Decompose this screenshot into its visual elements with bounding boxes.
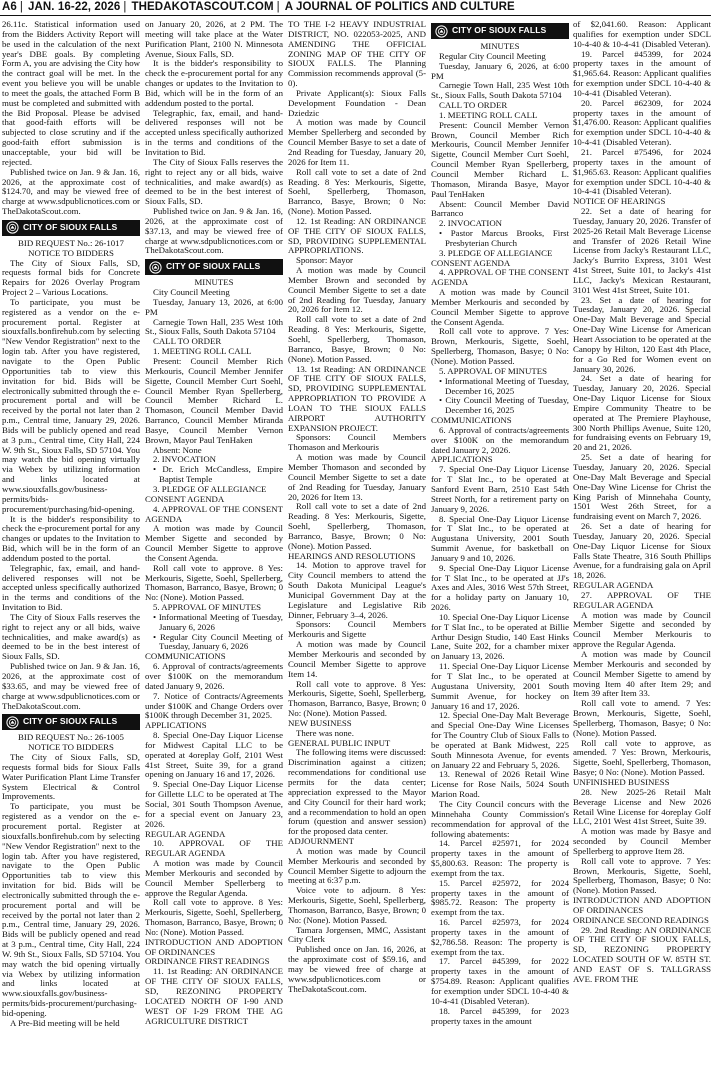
notice-paragraph: Sponsors: Council Members Thomason and Merkouris [288,432,426,453]
notice-paragraph: • City Council Meeting of Tuesday, December 16, 2025 [439,395,569,416]
notice-paragraph: Tuesday, January 6, 2026, at 6:00 PM [431,60,569,81]
notice-paragraph: GENERAL PUBLIC INPUT [288,737,391,748]
notice-paragraph: Published once on Jan. 16, 2026, at the approximate cost of $59.16, and may be viewed free of charge at www.sdpublicnotices.com or TheDakotaScout.com. [288,944,426,994]
notice-paragraph: 16. Parcel #25973, for 2024 property taxes in the amount of $2,786.58. Reason: The property is exempt from the tax. [431,917,569,957]
notice-paragraph: 21. Parcel #75496, for 2024 property taxes in the amount of $1,965.63. Reason: Applicant qualifies for exemption under SDCL 10-4-40 & 10-4-41 (Disabled Veteran). [573,146,711,197]
notice-paragraph: 5. APPROVAL OF MINUTES [439,365,548,376]
notice-paragraph: Regular City Council Meeting [439,50,546,61]
notice-paragraph: 26. Set a date of hearing for Tuesday, January 20, 2026. Special One-Day Liquor License for Sioux Falls State Theatre, 316 South Phillips Avenue, for a fundraising gala on April 18, 2026. [573,521,711,581]
notice-paragraph: 2. INVOCATION [439,218,503,229]
notice-paragraph: The City of Sioux Falls reserves the right to reject any or all bids, waive technicalities, and make award(s) as deemed to be in the best interest of Sioux Falls, SD. [145,156,283,207]
notice-paragraph: CONSENT AGENDA [145,493,225,504]
notice-paragraph: TO THE I-2 HEAVY INDUSTRIAL DISTRICT, NO. 022053-2025, AND AMENDING THE OFFICIAL ZONING MAP OF THE CITY OF SIOUX FALLS. The Planning Commission recommends approval (5-0). [288,20,426,89]
notice-paragraph: Published twice on Jan. 9 & Jan. 16, 2026, at the approximate cost of $124.70, and may be viewed free of charge at www.sdpublicnotices.com or TheDakotaScout.com. [2,166,140,217]
notice-paragraph: 14. Parcel #25971, for 2024 property taxes in the amount of $5,800.63. Reason: The property is exempt from the tax. [431,838,569,878]
notice-paragraph: 7. Special One-Day Liquor License for T Slat Inc., to be operated at Sanford Event Barn, 2510 East 54th Street North, for a retirement party on January 9, 2026. [431,464,569,514]
notice-paragraph: Roll call vote to set a date of 2nd Reading. 8 Yes: Merkouris, Sigette, Soehl, Spellerberg, Thomason, Barranco, Basye, Brown; 0 No: (None). Motion Passed. [288,501,426,551]
notice-paragraph: CONSENT AGENDA [431,257,511,268]
notice-paragraph: INTRODUCTION AND ADOPTION OF ORDINANCES [573,895,711,915]
section-banner [145,259,283,275]
notice-paragraph: Sponsor: Mayor [296,255,353,266]
notice-paragraph: 4. APPROVAL OF THE CONSENT AGENDA [431,267,569,288]
notice-paragraph: REGULAR AGENDA [573,580,654,591]
notice-paragraph: The City of Sioux Falls reserves the right to reject any or all bids, waive technicalities, and make award(s) as deemed to be in the best interest of Sioux Falls, SD. [2,611,140,662]
notice-paragraph: Absent: Council Member David Barranco [431,198,569,219]
notice-paragraph: A motion was made by Council Member Merkouris and seconded by Council Member Sigette to approve the Consent Agenda. [431,287,569,327]
notice-paragraph: Tuesday, January 13, 2026, at 6:00 PM [145,296,283,317]
notice-paragraph: CALL TO ORDER [153,336,222,347]
notice-paragraph: A motion was made by Council Member Sigette and seconded by Council Member Sigette to approve the Consent Agenda. [145,523,283,563]
notice-paragraph: NOTICE TO BIDDERS [28,742,114,753]
notice-paragraph: Roll call vote to amend. 7 Yes: Brown, Merkouris, Sigette, Soehl, Spellerberg, Thomason, Basye; 0 No: (None). Motion Passed. [573,698,711,738]
notice-paragraph: There was none. [296,727,354,738]
column-1 [2,20,140,1078]
notice-paragraph: The following items were discussed: Discrimination against a citizen; recommendations for conditional use permits for the data center; appreciation expressed to the Mayor and City Council for their hard work; and a recommendation to hold an open forum (question and answer session) for the proposed data center. [288,747,426,837]
page-number: A6 [2,1,17,13]
city-seal-icon [435,25,448,38]
notice-paragraph: Present: Council Member Vernon Brown, Council Member Rich Merkouris, Council Member Jennifer Sigette, Council Member Curt Soehl, Council Member Ryan Spellerberg, Council Member Richard L. Thomason, Miranda Basye, Mayor Paul TenHaken [431,119,569,199]
notice-paragraph: 10. Special One-Day Liquor License for T Slat Inc., to be operated at Billie Arthur Design Studio, 140 East Hinks Lane, Suite 202, for a chamber mixer on January 13, 2026. [431,611,569,662]
column-5 [573,20,711,1078]
notice-paragraph: ORDINANCE FIRST READINGS [145,956,270,967]
notice-paragraph: A motion was made by Basye and seconded by Council Member Spellerberg to approve Item 28. [573,826,711,856]
notice-paragraph: A Pre-Bid meeting will be held [10,1017,120,1028]
notice-paragraph: It is the bidder's responsibility to check the e-procurement portal for any changes or updates to the Invitation to Bid, which will be in the form of an addendum posted to the portal. [145,58,283,108]
notice-paragraph: BID REQUEST No.: 26-1005 [18,732,124,743]
notice-paragraph: 22. Set a date of hearing for Tuesday, January 20, 2026. Transfer of 2025-26 Retail Malt Beverage License and Transfer of 2026 Retail Wine License from Jacky's Restaurant LLC, Jacky's Burrito Express, 3101 West 41st Street, Suite 101, to Jacky's 41st LLC, Jacky's Mexican Restaurant, 3101 West 41st Street, Suite 101. [573,206,711,295]
notice-paragraph: NEW BUSINESS [288,717,352,728]
column-2 [145,20,283,1078]
notice-paragraph: 5. APPROVAL OF MINUTES [153,602,262,613]
city-seal-icon [6,716,19,729]
notice-paragraph: • Informational Meeting of Tuesday, January 6, 2026 [153,611,283,632]
notice-paragraph: HEARINGS AND RESOLUTIONS [288,550,416,561]
banner-title: CITY OF SIOUX FALLS [166,261,261,272]
notice-paragraph: 6. Approval of contracts/agreements over $100K on the memorandum dated January 9, 2026. [145,661,283,691]
notice-paragraph: CALL TO ORDER [439,100,508,111]
column-container [2,20,709,1078]
notice-paragraph: To participate, you must be registered as a vendor on the e-procurement portal. Register at siouxfalls.bonfirehub.com by selecting "New Vendor Registration" next to the login tab. After you have registered, navigate to the Open Public Opportunities tab to view this invitation for bid. Bids will be electronically submitted through the e-procurement portal and will be received by the portal not later than 2 p.m., Central time, January 29, 2026. Bids will be publicly opened and read at 3 p.m., Central time, City Hall, 224 W. 9th St., Sioux Falls, SD 57104. You may watch the bid opening virtually via Webex by utilizing information and links located at www.siouxfalls.gov/business-permits/bids-procurement/purchasing/bid-opening. [2,296,140,514]
notice-paragraph: 29. 2nd Reading: AN ORDINANCE OF THE CITY OF SIOUX FALLS, SD, REZONING PROPERTY LOCATED SOUTH OF W. 85TH ST. AND EAST OF S. TALLGRASS AVE. FROM THE [573,924,711,984]
notice-paragraph: A motion was made by Council Member Merkouris and seconded by Council Member Sigette to approve Item 14. [288,639,426,679]
notice-paragraph: 15. Parcel #25972, for 2024 property taxes in the amount of $985.72. Reason: The property is exempt from the tax. [431,877,569,918]
notice-paragraph: A motion was made by Council Member Spellerberg and seconded by Council Member Basye to set a date of 2nd Reading for Tuesday, January 20, 2026 for Item 11. [288,117,426,167]
notice-paragraph: 3. PLEDGE OF ALLEGIANCE [153,483,267,494]
notice-paragraph: ADJOURNMENT [288,836,354,847]
notice-paragraph: 11. Special One-Day Liquor License for T Slat Inc., to be operated at Augustana University, 2001 South Summit Avenue, for hockey on January 16 and 17, 2026. [431,661,569,711]
notice-paragraph: UNFINISHED BUSINESS [573,776,670,787]
notice-paragraph: of $2,041.60. Reason: Applicant qualifies for exemption under SDCL 10-4-40 & 10-4-41 (Disabled Veteran). [573,20,711,49]
notice-paragraph: Roll call vote to approve, as amended. 7 Yes: Brown, Merkouris, Sigette, Soehl, Spellerberg, Thomason, Basye; 0 No: (None). Motion Passed. [573,737,711,778]
notice-paragraph: 17. Parcel #45399, for 2022 property taxes in the amount of $754.89. Reason: Applicant qualifies for exemption under SDCL 10-4-40 & 10-4-41 (Disabled Veteran). [431,956,569,1006]
notice-paragraph: Telegraphic, fax, email, and hand-delivered responses will not be accepted unless specifically authorized in the terms and conditions of the Invitation to Bid. [2,562,140,613]
notice-paragraph: A motion was made by Council Member Sigette and seconded by Council Member Merkouris to approve the Regular Agenda. [573,609,711,650]
notice-paragraph: 2. INVOCATION [153,454,217,465]
section-banner [2,714,140,730]
notice-paragraph: Private Applicant(s): Sioux Falls Development Foundation - Dean Dziedzic [288,87,426,118]
notice-paragraph: 4. APPROVAL OF THE CONSENT AGENDA [145,503,283,524]
notice-paragraph: A motion was made by Council Member Merkouris and seconded by Council Member Sigette to adjourn the meeting at 6:37 p.m. [288,845,426,886]
notice-paragraph: Roll call vote to approve. 7 Yes: Brown, Merkouris, Sigette, Soehl, Spellerberg, Thomason, Basye; 0 No: (None). Motion Passed. [431,326,569,366]
notice-paragraph: 26.11c. Statistical information used from the Bidders Activity Report will be used in the calculation of the next year's DBE goals. By completing Form A, you are advising the City how the contract goal will be met. In the event you believe you will be unable to meet the goals, the attached Form B must be completed and submitted with the Bid Proposal. Please be advised that good-faith efforts will be subjected to close scrutiny and if the good-faith effort submission is unacceptable, your bid will be rejected. [2,20,140,167]
notice-paragraph: 1. MEETING ROLL CALL [439,109,538,120]
notice-paragraph: Telegraphic, fax, email, and hand-delivered responses will not be accepted unless specifically authorized in the terms and conditions of the Invitation to Bid. [145,107,283,157]
notice-paragraph: Roll call vote to set a date of 2nd Reading. 8 Yes: Merkouris, Sigette, Soehl, Spellerberg, Thomason, Barranco, Basye, Brown; 0 No: (None). Motion Passed. [288,166,426,217]
notice-paragraph: A motion was made by Council Member Merkouris and seconded by Council Member Sigette to amend by moving Item 40 after Item 29; and Item 39 after Item 33. [573,649,711,699]
notice-paragraph: Absent: None [153,444,202,455]
notice-paragraph: 18. Parcel #45399, for 2023 property taxes in the amount [431,1005,569,1026]
notice-paragraph: Sponsors: Council Members Merkouris and Sigette [288,619,426,640]
notice-paragraph: 1. MEETING ROLL CALL [153,346,252,357]
notice-paragraph: A motion was made by Council Member Thomason and seconded by Council Member Sigette to set a date of 2nd Reading for Tuesday, January 20, 2026 for Item 13. [288,452,426,502]
notice-paragraph: It is the bidder's responsibility to check the e-procurement portal for any changes or updates to the Invitation to Bid, which will be in the form of an addendum posted to the portal. [2,513,140,563]
column-3 [288,20,426,1078]
notice-paragraph: COMMUNICATIONS [431,415,512,426]
notice-paragraph: Published twice on Jan. 9 & Jan. 16, 2026, at the approximate cost of $33.65, and may be viewed free of charge at www.sdpublicnotices.com or TheDakotaScout.com. [2,661,140,711]
notice-paragraph: 10. APPROVAL OF THE REGULAR AGENDA [145,838,283,859]
notice-paragraph: 6. Approval of contracts/agreements over $100K on the memorandum dated January 2, 2026. [431,424,569,455]
notice-paragraph: Present: Council Member Rich Merkouris, Council Member Jennifer Sigette, Council Member Curt Soehl, Council Member Ryan Spellerberg, Council Member Richard L. Thomason, Council Member David Barranco, Council Member Miranda Basye, Council Member Vernon Brown, Mayor Paul TenHaken [145,356,283,445]
page-header: A6 | JAN. 16-22, 2026 | THEDAKOTASCOUT.COM | A JOURNAL OF POLITICS AND CULTURE [0,0,711,16]
notice-paragraph: REGULAR AGENDA [145,828,226,839]
issue-date: JAN. 16-22, 2026 [28,1,121,13]
notice-paragraph: 14. Motion to approve travel for City Council members to attend the South Dakota Municipal League's Municipal Government Day at the Legislature and Legislative Rib Dinner, February 3–4, 2026. [288,560,426,620]
notice-paragraph: • Pastor Marcus Brooks, First Presbyterian Church [439,228,569,248]
notice-paragraph: 9. Special One-Day Liquor License for T Slat Inc., to be operated at JJ's Axes and Ales, 3016 West 57th Street, for a holiday party on January 10, 2026. [431,562,569,613]
notice-paragraph: Roll call vote to approve. 8 Yes: Merkouris, Sigette, Soehl, Spellerberg, Thomason, Barranco, Basye, Brown; 0 No: (None). Motion Passed. [145,897,283,937]
notice-paragraph: INTRODUCTION AND ADOPTION OF ORDINANCES [145,936,283,957]
notice-paragraph: • Informational Meeting of Tuesday, December 16, 2025 [439,375,569,396]
section-banner [431,23,569,39]
notice-paragraph: ORDINANCE SECOND READINGS [573,914,709,925]
notice-paragraph: Carnegie Town Hall, 235 West 10th St., Sioux Falls, South Dakota 57104 [145,316,283,337]
notice-paragraph: The City Council concurs with the Minnehaha County Commission's recommendation for approval of the following abatements: [431,798,569,839]
city-seal-icon [149,261,162,274]
notice-paragraph: 24. Set a date of hearing for Tuesday, January 20, 2026. Special One-Day Liquor License for Sioux Empire Community Theatre to be operated at The Premiere Playhouse, 300 North Phillips Avenue, Suite 120, for fundraising events on February 19, 20 and 21, 2026. [573,373,711,453]
notice-paragraph: MINUTES [194,277,234,288]
notice-paragraph: on January 20, 2026, at 2 PM. The meeting will take place at the Water Purification Plant, 2100 N. Minnesota Avenue, Sioux Falls, SD. [145,20,283,59]
notice-paragraph: 19. Parcel #45399, for 2024 property taxes in the amount of $1,965.64. Reason: Applicant qualifies for exemption under SDCL 10-4-40 & 10-4-41 (Disabled Veteran). [573,48,711,98]
section-banner [2,220,140,236]
notice-paragraph: Tamara Jorgensen, MMC, Assistant City Clerk [288,924,426,945]
notice-paragraph: Roll call vote to approve. 7 Yes: Brown, Merkouris, Sigette, Soehl, Spellerberg, Thomason, Basye; 0 No: (None). Motion Passed. [573,855,711,896]
banner-title: CITY OF SIOUX FALLS [23,716,118,727]
notice-paragraph: 12. Special One-Day Malt Beverage and Special One-Day Wine Licenses for The Country Club of Sioux Falls to be operated at Bank Midwest, 225 South Minnesota Avenue, for events on January 22 and February 5, 2026. [431,710,569,770]
notice-paragraph: 7. Notice of Contracts/Agreements under $100K and Change Orders over $100K through December 31, 2025. [145,690,283,721]
notice-paragraph: APPLICATIONS [431,454,493,465]
notice-paragraph: 27. APPROVAL OF THE REGULAR AGENDA [573,589,711,610]
notice-paragraph: 13. 1st Reading: AN ORDINANCE OF THE CITY OF SIOUX FALLS, SD, PROVIDING SUPPLEMENTAL APPROPRIATION TO PROVIDE A LOAN TO THE SIOUX FALLS AIRPORT AUTHORITY EXPANSION PROJECT. [288,363,426,433]
notice-paragraph: 13. Renewal of 2026 Retail Wine License for Rose Nails, 5024 South Marion Road. [431,769,569,800]
notice-paragraph: City Council Meeting [153,287,230,298]
notice-paragraph: NOTICE TO BIDDERS [28,247,114,258]
notice-paragraph: Roll call vote to approve. 8 Yes: Merkouris, Sigette, Soehl, Spellerberg, Thomason, Barranco, Basye, Brown; 0 No: (None). Motion Passed. [288,678,426,719]
site-name: THEDAKOTASCOUT.COM [131,1,274,13]
notice-paragraph: 28. New 2025-26 Retail Malt Beverage License and New 2026 Retail Wine License for 4oreplay Golf LLC, 2101 West 41st Street, Suite 39. [573,786,711,827]
notice-paragraph: 23. Set a date of hearing for Tuesday, January 20, 2026. Special One-Day Malt Beverage and Special One-Day Wine License for American Heart Association to be operated at the Canopy by Hilton, 120 East 4th Place, for a Go Red for Women event on January 30, 2026. [573,294,711,374]
notice-paragraph: 12. 1st Reading: AN ORDINANCE OF THE CITY OF SIOUX FALLS, SD, PROVIDING SUPPLEMENTAL APPROPRIATIONS. [288,215,426,256]
notice-paragraph: Carnegie Town Hall, 235 West 10th St., Sioux Falls, South Dakota 57104 [431,80,569,101]
notice-paragraph: Voice vote to adjourn. 8 Yes: Merkouris, Sigette, Soehl, Spellerberg, Thomason, Barranco, Basye, Brown; 0 No: (None). Motion Passed. [288,885,426,925]
notice-paragraph: A motion was made by Council Member Merkouris and seconded by Council Member Spellerberg to approve the Regular Agenda. [145,858,283,898]
notice-paragraph: A motion was made by Council Member Brown and seconded by Council Member Sigette to set a date of 2nd Reading for Tuesday, January 20, 2026 for Item 12. [288,265,426,315]
notice-paragraph: Roll call vote to approve. 8 Yes: Merkouris, Sigette, Soehl, Spellerberg, Thomason, Barranco, Basye, Brown; 0 No: (None). Motion Passed. [145,562,283,603]
column-4 [431,20,569,1078]
notice-paragraph: The City of Sioux Falls, SD, requests formal bids for Sioux Falls Water Purification Plant Lime Transfer System Electrical & Control Improvements. [2,752,140,802]
banner-title: CITY OF SIOUX FALLS [23,221,118,232]
city-seal-icon [6,221,19,234]
notice-paragraph: 8. Special One-Day Liquor License for Midwest Capital LLC to be operated at 4oreplay Golf, 2101 West 41st Street, Suite 39, for a grand opening on January 16 and 17, 2026. [145,730,283,780]
notice-paragraph: 11. 1st Reading: AN ORDINANCE OF THE CITY OF SIOUX FALLS, SD, REZONING PROPERTY LOCATED NORTH OF I-90 AND WEST OF I-29 FROM THE AG AGRICULTURE DISTRICT [145,966,283,1026]
notice-paragraph: MINUTES [480,41,520,51]
tagline: A JOURNAL OF POLITICS AND CULTURE [284,1,515,13]
notice-paragraph: COMMUNICATIONS [145,651,226,662]
notice-paragraph: 9. Special One-Day Liquor License for Gillette LLC to be operated at The Social, 301 South Thompson Avenue, for a special event on January 23, 2026. [145,779,283,829]
notice-paragraph: 3. PLEDGE OF ALLEGIANCE [439,247,553,258]
notice-paragraph: APPLICATIONS [145,720,207,731]
notice-paragraph: • Dr. Erich McCandless, Empire Baptist Temple [153,464,283,485]
notice-paragraph: Roll call vote to set a date of 2nd Reading. 8 Yes: Merkouris, Sigette, Soehl, Spellerberg, Thomason, Barranco, Basye, Brown; 0 No: (None). Motion Passed. [288,314,426,364]
notice-paragraph: BID REQUEST No.: 26-1017 [18,237,124,248]
notice-paragraph: 25. Set a date of hearing for Tuesday, January 20, 2026. Special One-Day Malt Beverage and Special One-Day Wine License for Christ the King Parish of Minnehaha County, 1501 West 26th Street, for a fundraising event on March 7, 2026. [573,452,711,522]
notice-paragraph: 20. Parcel #62309, for 2024 property taxes in the amount of $1,476.00. Reason: Applicant qualifies for exemption under SDCL 10-4-40 & 10-4-41 (Disabled Veteran). [573,97,711,148]
notice-paragraph: The City of Sioux Falls, SD, requests formal bids for Concrete Repairs for 2026 Overlay Program Project 2 – Various Locations. [2,257,140,298]
notice-paragraph: 8. Special One-Day Liquor License for T Slat Inc., to be operated at Augustana University, 2001 South Summit Avenue, for basketball on January 9 and 10, 2026. [431,513,569,563]
notice-paragraph: Published twice on Jan. 9 & Jan. 16, 2026, at the approximate cost of $37.13, and may be viewed free of charge at www.sdpublicnotices.com or TheDakotaScout.com. [145,206,283,256]
notice-paragraph: • Regular City Council Meeting of Tuesday, January 6, 2026 [153,631,283,652]
notice-paragraph: NOTICE OF HEARINGS [573,196,666,207]
notice-paragraph: To participate, you must be registered as a vendor on the e-procurement portal. Register at siouxfalls.bonfirehub.com by selecting "New Vendor Registration" next to the login tab. After you have registered, navigate to the Open Public Opportunities tab to view this invitation for bid. Bids will be electronically submitted through the e-procurement portal and will be received by the portal not later than 2 p.m., Central time, January 29, 2026. Bids will be publicly opened and read at 3 p.m., Central time, City Hall, 224 W. 9th St., Sioux Falls, SD 57104. You may watch the bid opening virtually via Webex by utilizing information and links located at www.siouxfalls.gov/business-permits/bids-procurement/purchasing-bid-opening. [2,801,140,1018]
banner-title: CITY OF SIOUX FALLS [452,25,547,36]
